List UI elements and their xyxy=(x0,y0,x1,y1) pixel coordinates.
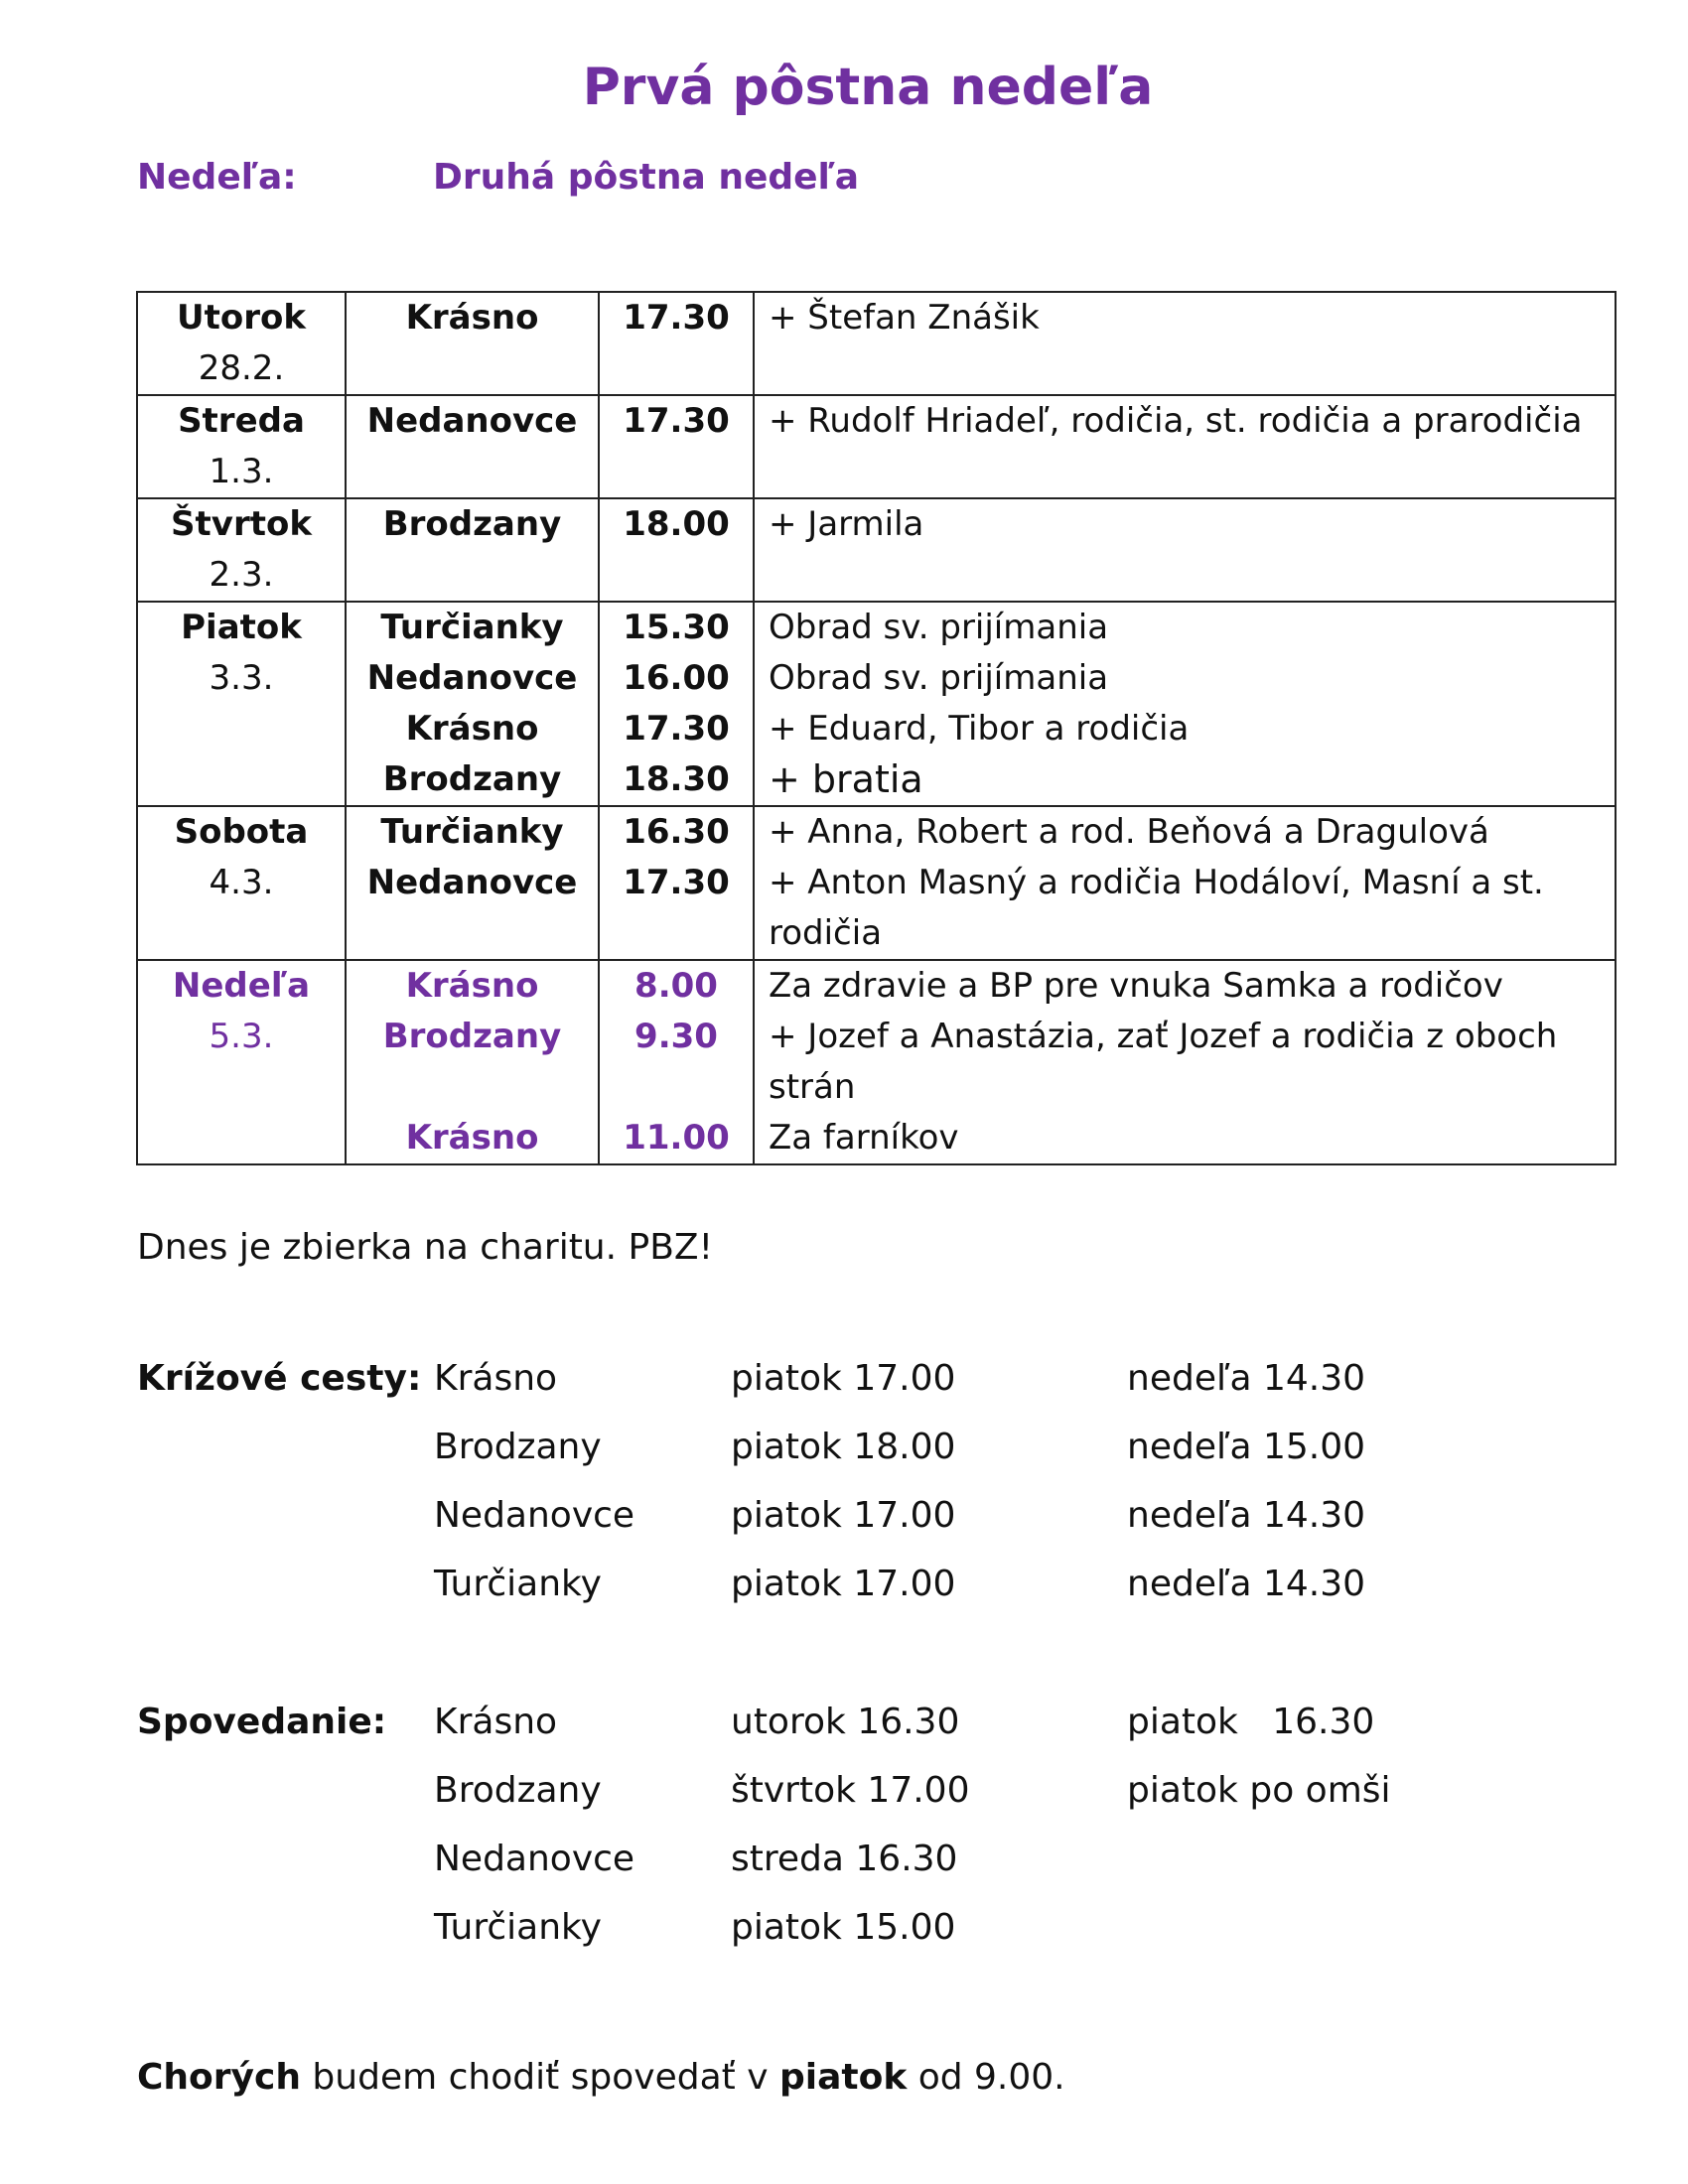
mass-time: 9.30 xyxy=(634,1017,718,1056)
day-cell xyxy=(137,806,346,960)
place-cell xyxy=(346,498,599,602)
list-item xyxy=(0,1564,1688,1623)
place-name: Krásno xyxy=(405,298,539,338)
mass-time: 16.00 xyxy=(623,658,730,698)
place-cell xyxy=(346,960,599,1164)
footer-bold-sick: Chorých xyxy=(137,2057,301,2098)
mass-time: 17.30 xyxy=(623,863,730,902)
table-row xyxy=(137,292,1616,395)
footer-text: budem chodiť spovedať v xyxy=(300,2057,779,2098)
list-item xyxy=(0,1495,1688,1555)
place-name: Krásno xyxy=(405,709,539,749)
mass-schedule-table xyxy=(136,291,1617,1165)
table-row xyxy=(137,602,1616,806)
mass-time: 18.00 xyxy=(623,504,730,544)
stations-time-sunday: nedeľa 14.30 xyxy=(1127,1495,1366,1536)
confession-time-extra: piatok 16.30 xyxy=(1127,1702,1375,1742)
stations-place: Krásno xyxy=(434,1358,558,1399)
time-cell xyxy=(599,498,754,602)
time-cell xyxy=(599,806,754,960)
stations-time-friday: piatok 17.00 xyxy=(731,1564,956,1604)
mass-intent: + Anton Masný a rodičia Hodáloví, Masní a st. rodičia xyxy=(769,863,1544,953)
mass-intent: + Rudolf Hriadeľ, rodičia, st. rodičia a prarodičia xyxy=(769,401,1583,441)
mass-intent: + Jarmila xyxy=(769,504,924,544)
day-cell xyxy=(137,960,346,1164)
place-name: Nedanovce xyxy=(366,401,578,441)
stations-time-sunday: nedeľa 14.30 xyxy=(1127,1358,1366,1399)
list-item xyxy=(0,1839,1688,1898)
collection-note: Dnes je zbierka na charitu. PBZ! xyxy=(137,1227,714,1268)
confession-place: Turčianky xyxy=(434,1907,602,1948)
place-cell xyxy=(346,806,599,960)
confession-time: utorok 16.30 xyxy=(731,1702,960,1742)
day-date: 28.2. xyxy=(198,348,285,388)
confession-label: Spovedanie: xyxy=(137,1702,387,1742)
intent-cell xyxy=(754,498,1616,602)
list-item xyxy=(0,1358,1688,1418)
stations-place: Brodzany xyxy=(434,1427,602,1467)
time-cell xyxy=(599,395,754,498)
day-date: 3.3. xyxy=(209,658,274,698)
table-row xyxy=(137,395,1616,498)
list-item xyxy=(0,1427,1688,1486)
place-name: Brodzany xyxy=(382,1017,562,1056)
stations-time-friday: piatok 17.00 xyxy=(731,1358,956,1399)
mass-intent: + Anna, Robert a rod. Beňová a Dragulová xyxy=(769,812,1489,852)
mass-time: 17.30 xyxy=(623,298,730,338)
intent-cell xyxy=(754,395,1616,498)
mass-time: 15.30 xyxy=(623,608,730,647)
stations-time-friday: piatok 18.00 xyxy=(731,1427,956,1467)
mass-intent: Obrad sv. prijímania xyxy=(769,608,1109,647)
table-row xyxy=(137,960,1616,1164)
day-date: 5.3. xyxy=(209,1017,274,1056)
mass-intent: Za farníkov xyxy=(769,1118,959,1158)
mass-time: 17.30 xyxy=(623,709,730,749)
stations-time-friday: piatok 17.00 xyxy=(731,1495,956,1536)
day-name: Streda xyxy=(178,401,305,441)
place-name: Brodzany xyxy=(382,759,562,799)
day-name: Štvrtok xyxy=(171,504,312,544)
intent-cell xyxy=(754,806,1616,960)
day-name: Sobota xyxy=(174,812,309,852)
page-title: Prvá pôstna nedeľa xyxy=(582,58,1154,117)
stations-label: Krížové cesty: xyxy=(137,1358,422,1399)
place-cell xyxy=(346,395,599,498)
stations-time-sunday: nedeľa 15.00 xyxy=(1127,1427,1366,1467)
confession-time: streda 16.30 xyxy=(731,1839,958,1879)
day-cell xyxy=(137,292,346,395)
time-cell xyxy=(599,960,754,1164)
list-item xyxy=(0,1907,1688,1967)
sunday-value: Druhá pôstna nedeľa xyxy=(433,157,860,198)
day-cell xyxy=(137,602,346,806)
day-name: Piatok xyxy=(181,608,302,647)
confession-place: Brodzany xyxy=(434,1770,602,1811)
day-date: 4.3. xyxy=(209,863,274,902)
intent-cell xyxy=(754,960,1616,1164)
footer-text-time: od 9.00. xyxy=(907,2057,1065,2098)
mass-intent: Za zdravie a BP pre vnuka Samka a rodičov xyxy=(769,966,1503,1006)
place-name: Brodzany xyxy=(382,504,562,544)
mass-time: 8.00 xyxy=(634,966,718,1006)
confession-time-extra: piatok po omši xyxy=(1127,1770,1391,1811)
confession-time: piatok 15.00 xyxy=(731,1907,956,1948)
list-item xyxy=(0,1770,1688,1830)
mass-time: 18.30 xyxy=(623,759,730,799)
day-date: 2.3. xyxy=(209,555,274,595)
place-name: Nedanovce xyxy=(366,863,578,902)
place-name: Turčianky xyxy=(380,812,564,852)
mass-time: 11.00 xyxy=(623,1118,730,1158)
day-date: 1.3. xyxy=(209,452,274,491)
stations-place: Nedanovce xyxy=(434,1495,635,1536)
mass-intent: + Štefan Znášik xyxy=(769,298,1040,338)
day-cell xyxy=(137,395,346,498)
time-cell xyxy=(599,292,754,395)
mass-intent: + Jozef a Anastázia, zať Jozef a rodičia z oboch strán xyxy=(769,1017,1558,1107)
stations-time-sunday: nedeľa 14.30 xyxy=(1127,1564,1366,1604)
place-cell xyxy=(346,292,599,395)
place-name: Turčianky xyxy=(380,608,564,647)
mass-time: 17.30 xyxy=(623,401,730,441)
place-cell xyxy=(346,602,599,806)
place-name: Krásno xyxy=(405,966,539,1006)
list-item xyxy=(0,1702,1688,1761)
sunday-label: Nedeľa: xyxy=(137,157,297,198)
mass-intent: + Eduard, Tibor a rodičia xyxy=(769,709,1190,749)
mass-intent: Obrad sv. prijímania xyxy=(769,658,1109,698)
confession-time: štvrtok 17.00 xyxy=(731,1770,970,1811)
stations-place: Turčianky xyxy=(434,1564,602,1604)
intent-cell xyxy=(754,292,1616,395)
day-name: Utorok xyxy=(177,298,306,338)
time-cell xyxy=(599,602,754,806)
mass-time: 16.30 xyxy=(623,812,730,852)
sick-visit-note xyxy=(137,2057,1065,2098)
confession-place: Krásno xyxy=(434,1702,558,1742)
place-name: Krásno xyxy=(405,1118,539,1158)
day-name: Nedeľa xyxy=(172,966,311,1006)
place-name: Nedanovce xyxy=(366,658,578,698)
footer-bold-day: piatok xyxy=(778,2057,908,2098)
mass-intent: + bratia xyxy=(769,757,923,801)
table-row xyxy=(137,498,1616,602)
intent-cell xyxy=(754,602,1616,806)
day-cell xyxy=(137,498,346,602)
confession-place: Nedanovce xyxy=(434,1839,635,1879)
table-row xyxy=(137,806,1616,960)
